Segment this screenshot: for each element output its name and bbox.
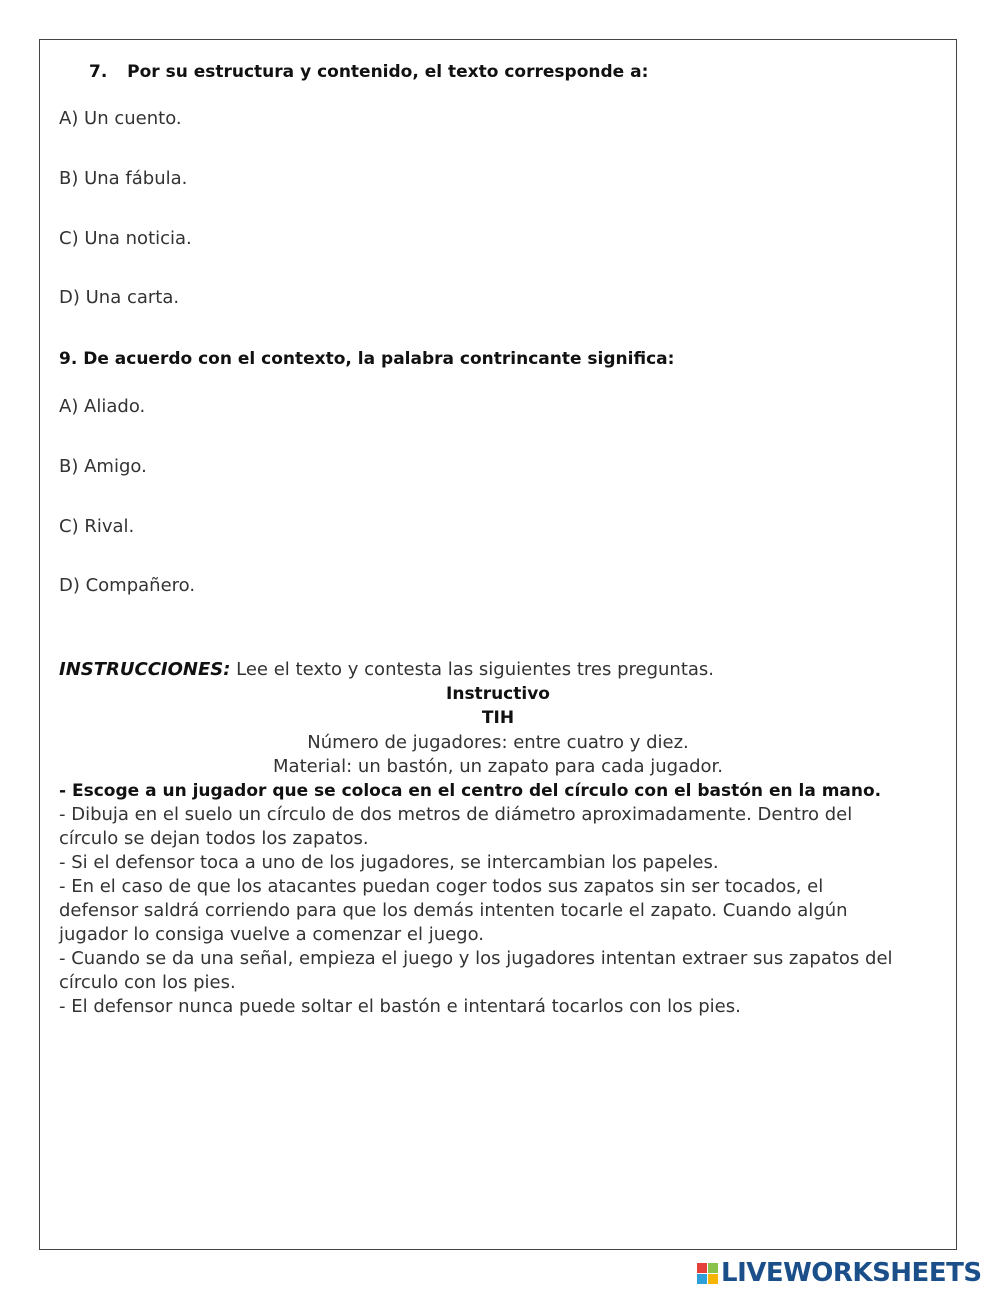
worksheet-frame <box>39 39 957 1250</box>
step-line: - Si el defensor toca a uno de los jugadores, se intercambian los papeles. <box>59 852 719 873</box>
q7-option-a[interactable]: A) Un cuento. <box>59 108 182 129</box>
q9-option-a[interactable]: A) Aliado. <box>59 396 146 417</box>
question-7-number: 7. <box>89 62 108 82</box>
step-line: defensor saldrá corriendo para que los demás intenten tocarle el zapato. Cuando algún <box>59 900 848 921</box>
step-line: - El defensor nunca puede soltar el bastón e intentará tocarlos con los pies. <box>59 996 741 1017</box>
step-line: - En el caso de que los atacantes puedan coger todos sus zapatos sin ser tocados, el <box>59 876 824 897</box>
q9-option-c[interactable]: C) Rival. <box>59 516 135 537</box>
step-line: - Escoge a un jugador que se coloca en el centro del círculo con el bastón en la mano. <box>59 781 882 801</box>
logo-square <box>708 1263 718 1273</box>
instructions-text: Lee el texto y contesta las siguientes tres preguntas. <box>230 659 715 680</box>
logo-square <box>697 1263 707 1273</box>
logo-square <box>708 1274 718 1284</box>
question-7-text: Por su estructura y contenido, el texto corresponde a: <box>127 62 649 82</box>
step-line: - Cuando se da una señal, empieza el juego y los jugadores intentan extraer sus zapatos del <box>59 948 893 969</box>
step-line: jugador lo consiga vuelve a comenzar el juego. <box>59 924 485 945</box>
step-line: círculo se dejan todos los zapatos. <box>59 828 369 849</box>
players-line: Número de jugadores: entre cuatro y diez. <box>307 732 689 753</box>
brand-name: LIVEWORKSHEETS <box>721 1258 982 1288</box>
logo-square <box>697 1274 707 1284</box>
q9-option-d[interactable]: D) Compañero. <box>59 575 196 596</box>
question-7-heading <box>89 62 648 82</box>
q7-option-b[interactable]: B) Una fábula. <box>59 168 188 189</box>
liveworksheets-logo-icon <box>697 1263 718 1284</box>
instructions-line <box>59 658 714 682</box>
step-line: - Dibuja en el suelo un círculo de dos metros de diámetro aproximadamente. Dentro del <box>59 804 853 825</box>
step-line: círculo con los pies. <box>59 972 236 993</box>
q9-option-b[interactable]: B) Amigo. <box>59 456 147 477</box>
q7-option-c[interactable]: C) Una noticia. <box>59 228 192 249</box>
q7-option-d[interactable]: D) Una carta. <box>59 287 180 308</box>
liveworksheets-brand <box>697 1258 982 1288</box>
instructivo-heading: Instructivo <box>446 684 550 704</box>
tih-title: TIH <box>481 708 515 728</box>
instructions-label: INSTRUCCIONES: <box>59 659 231 680</box>
material-line: Material: un bastón, un zapato para cada jugador. <box>273 756 723 777</box>
question-9-heading: 9. De acuerdo con el contexto, la palabra contrincante significa: <box>59 349 675 369</box>
